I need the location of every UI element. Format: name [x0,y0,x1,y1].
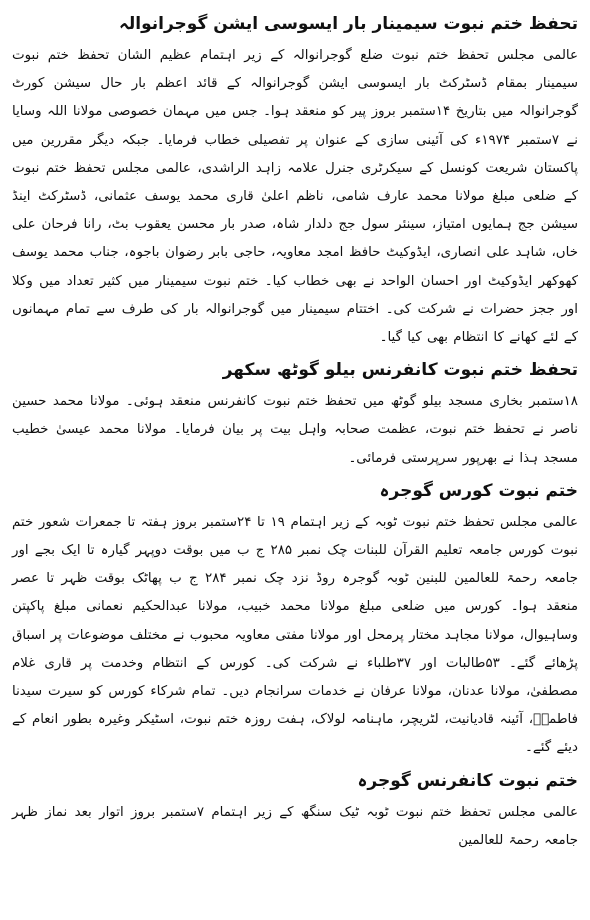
section-gojra-conference [12,767,578,855]
section-heading: تحفظ ختم نبوت کانفرنس بیلو گوٹھ سکھر [222,360,578,381]
section-paragraph: عالمی مجلس تحفظ ختم نبوت ٹوبہ ٹیک سنگھ کے زیر اہتمام ۷ستمبر بروز اتوار بعد نماز ظہر جامعہ رحمۃ للعالمین [12,804,579,848]
section-paragraph: ۱۸ستمبر بخاری مسجد بیلو گوٹھ میں تحفظ ختم نبوت کانفرنس منعقد ہوئی۔ مولانا محمد حسین ناصر نے تحفظ ختم نبوت، عظمت صحابہ واہل بیت پر بیان فرمایا۔ مولانا محمد عیسیٰ خطیب مسجد ہذا نے بھرپور سرپرستی فرمائی۔ [12,394,578,466]
section-heading: تحفظ ختم نبوت سیمینار بار ایسوسی ایشن گوجرانوالہ [118,14,578,34]
section-heading: ختم نبوت کورس گوجرہ [379,480,578,501]
section-paragraph: عالمی مجلس تحفظ ختم نبوت ٹوبہ کے زیر اہتمام ۱۹ تا ۲۴ستمبر بروز ہفتہ تا جمعرات شعور ختم نبوت کورس جامعہ تعلیم القرآن للبنات چک نمبر ۲۸۵ ج ب میں بوقت دوپہر گیارہ تا ایک بجے اور جامعہ رحمۃ للعالمین للبنین ٹوبہ گوجرہ روڈ نزد چک نمبر ۲۸۴ ج ب پھاٹک بوقت ظہر تا عصر منعقد ہوا۔ کورس میں ضلعی مبلغ مولانا محمد خبیب، مولانا عبدالحکیم نعمانی مبلغ پاکپتن وساہیوال، مولانا مجاہد مختار پرمحل اور مولانا مفتی معاویہ محبوب نے مختلف موضوعات پر اسباق پڑھائے گئے۔ ۵۳طالبات اور ۳۷طلباء نے شرکت کی۔ کورس کے انتظام وخدمت پر قاری غلام مصطفیٰ، مولانا عدنان، مولانا عرفان نے خدمات سرانجام دیں۔ تمام شرکاء کورس کو سیرت سیدنا فاطمہؓ، آئینہ قادیانیت، لٹریچر، ماہنامہ لولاک، ہفت روزہ ختم نبوت، اسٹیکر وغیرہ بطور انعام کے دیئے گئے۔ [12,514,579,756]
section-paragraph: عالمی مجلس تحفظ ختم نبوت ضلع گوجرانوالہ کے زیر اہتمام عظیم الشان تحفظ ختم نبوت سیمینار بمقام ڈسٹرکٹ بار ایسوسی ایشن گوجرانوالہ کے قائد اعظم بار حال سیشن کورٹ گوجرانوالہ میں بتاریخ ۱۴ستمبر بروز پیر کو منعقد ہوا۔ جس میں مہمان خصوصی مولانا اللہ وسایا نے ۷ستمبر ۱۹۷۴ء کی آئینی سازی کے عنوان پر تفصیلی خطاب فرمایا۔ جبکہ دیگر مقررین میں پاکستان شریعت کونسل کے سیکرٹری جنرل علامہ زاہد الراشدی، عالمی مجلس تحفظ ختم نبوت کے ضلعی مبلغ مولانا محمد عارف شامی، ناظم اعلیٰ قاری محمد یوسف عثمانی، ڈسٹرکٹ اینڈ سیشن جج ہمایوں امتیاز، سینئر سول جج دلدار شاہ، صدر بار محسن یعقوب بٹ، رانا فرحان علی خاں، شاہد علی انصاری، ایڈوکیٹ حافظ امجد معاویہ، حاجی بابر رضوان باجوہ، جناب محمد یوسف کھوکھر ایڈوکیٹ اور احسان الواحد نے بھی خطاب کیا۔ ختم نبوت سیمینار میں کثیر تعداد میں وکلا اور ججز حضرات نے شرکت کی۔ اختتام سیمینار میں گوجرانوالہ بار کی طرف سے تمام مہمانوں کے لئے کھانے کا انتظام بھی کیا گیا۔ [12,48,578,346]
section-heading: ختم نبوت کانفرنس گوجرہ [357,770,578,791]
section-gojra-course [12,477,578,763]
section-bar-association-seminar [12,10,578,352]
section-belo-goth-conference [12,356,578,473]
